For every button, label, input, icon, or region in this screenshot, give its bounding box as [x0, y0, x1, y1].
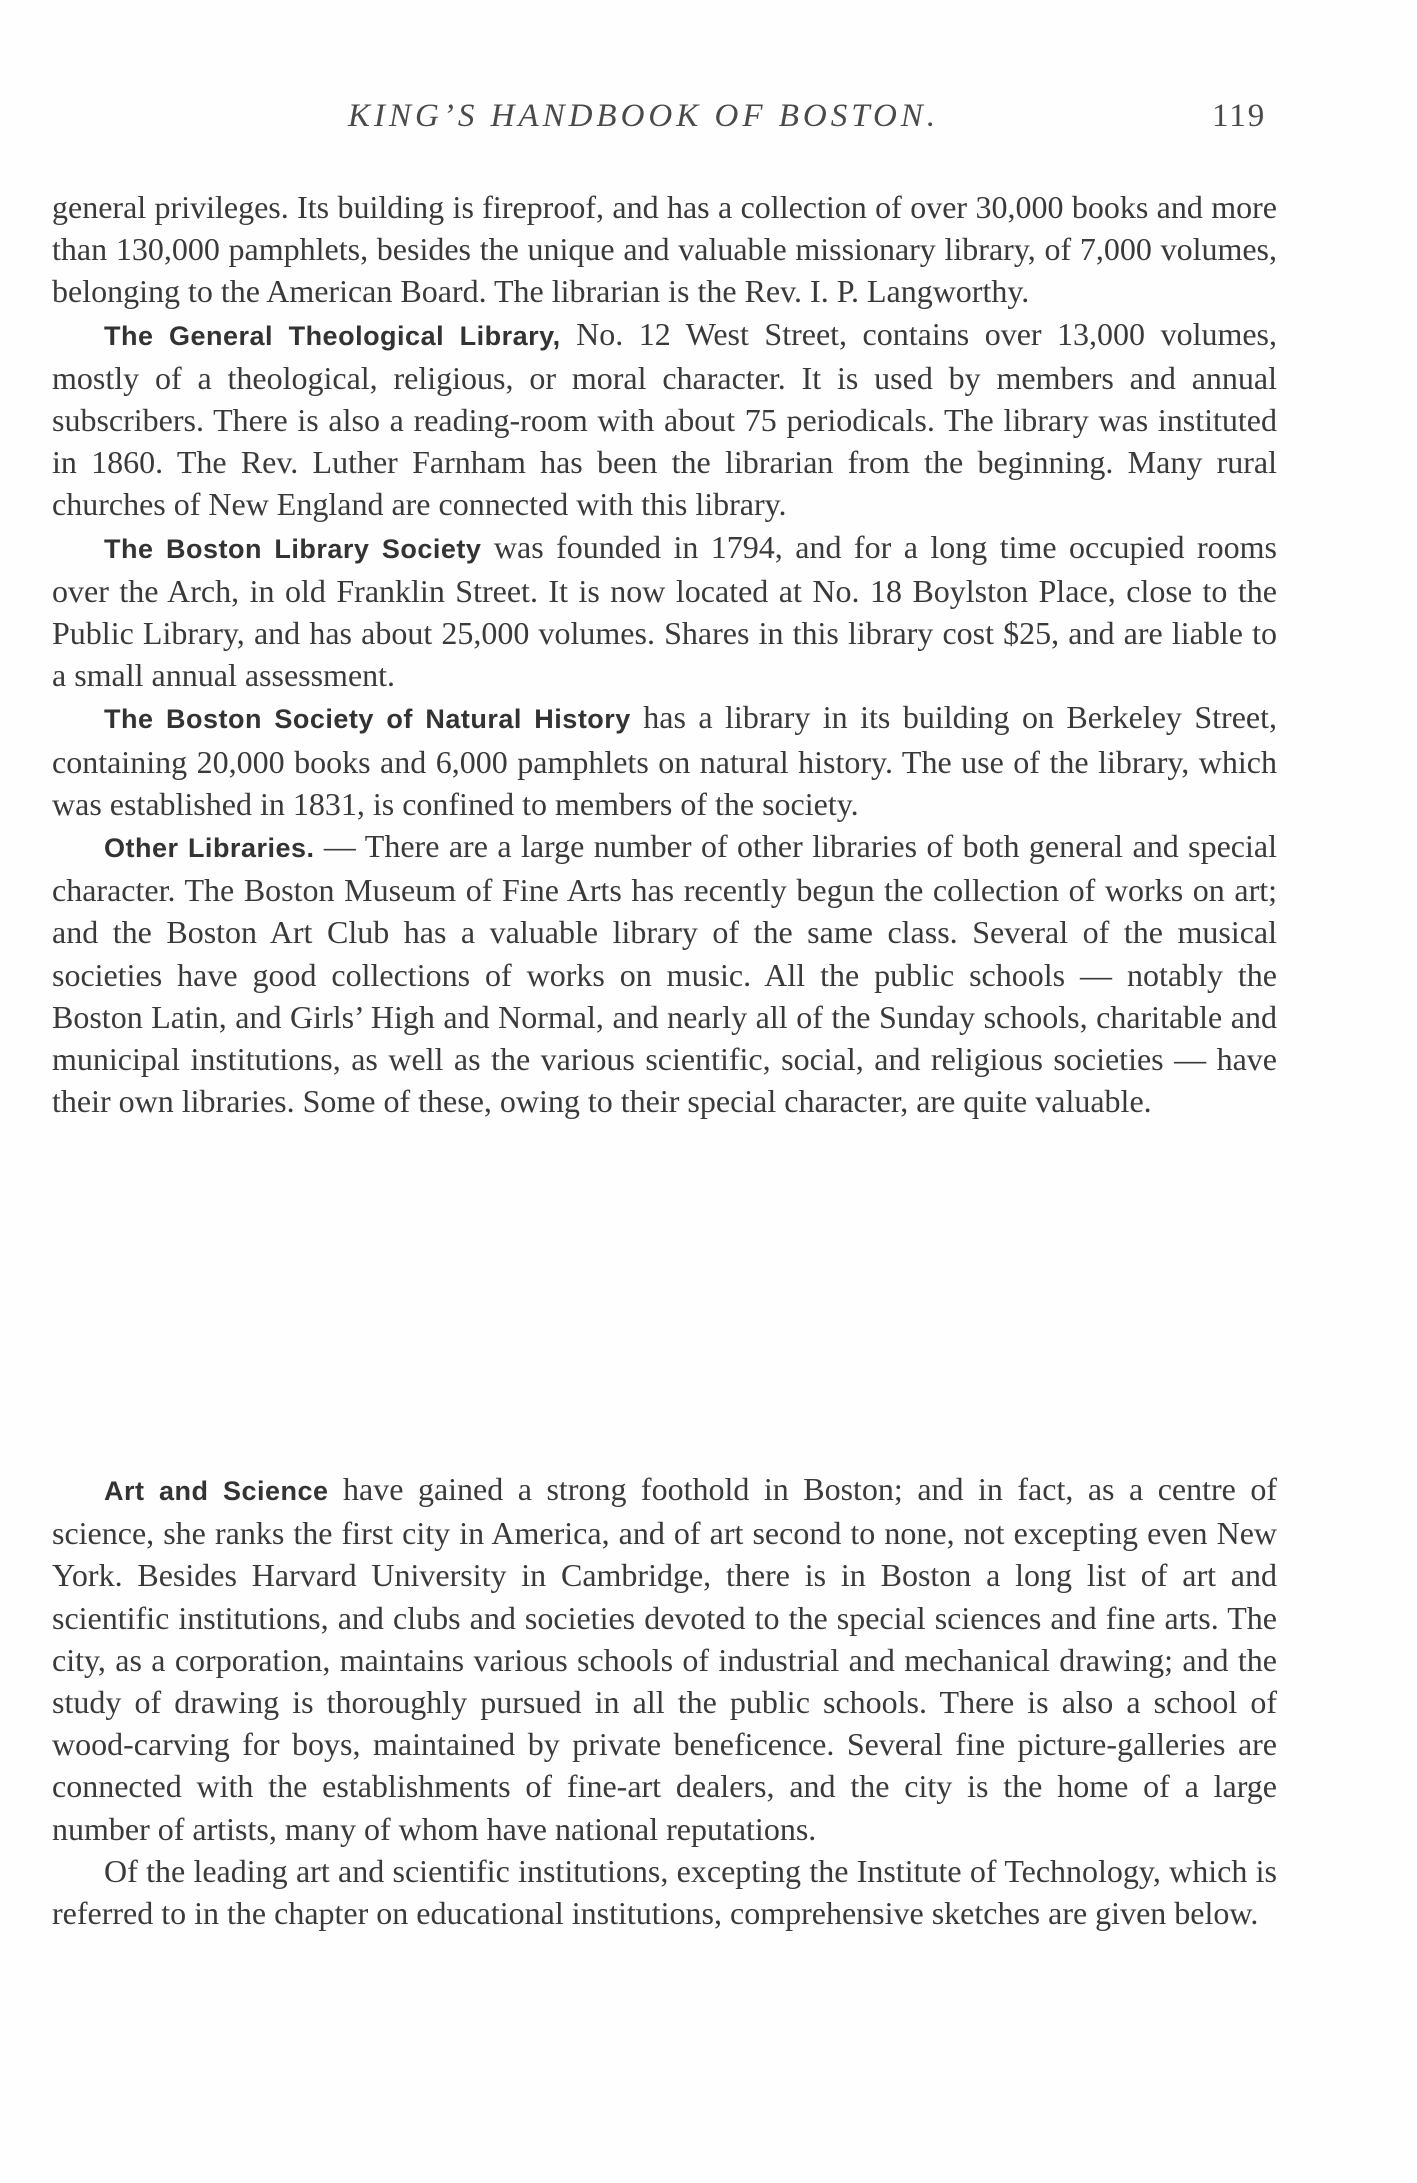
paragraph-general-theological-library	[52, 313, 1277, 526]
paragraph-lead: The General Theological Library,	[104, 320, 561, 351]
paragraph-leading-institutions	[52, 1850, 1277, 1934]
paragraph-lead: Other Libraries.	[104, 833, 315, 864]
paragraph-natural-history	[52, 696, 1277, 825]
paragraph-text: Of the leading art and scientific institutions, excepting the Institute of Technology, which is referred to in the chapter on educational institutions, comprehensive sketches are given below.	[52, 1852, 1277, 1932]
paragraph-lead: The Boston Society of Natural History	[104, 704, 631, 735]
page-number: 119	[1212, 98, 1267, 134]
paragraph-text: — There are a large number of other libraries of both general and special character. The Boston Museum of Fine Arts has recently begun the collection of works on art; and the Boston Art Club has a valuable library of the same class. Several of the musical societies have good collections of works on music. All the public schools — notably the Boston Latin, and Girls’ High and Normal, and nearly all of the Sunday schools, charitable and municipal institutions, as well as the various scientific, social, and religious societies — have their own libraries. Some of these, owing to their special character, are quite valuable.	[52, 828, 1277, 1120]
text-block-libraries	[52, 186, 1277, 1122]
paragraph-lead: Art and Science	[104, 1476, 329, 1506]
paragraph-other-libraries	[52, 825, 1277, 1122]
running-title: KING’S HANDBOOK OF BOSTON.	[348, 98, 940, 134]
text-block-art-and-science	[52, 1468, 1277, 1934]
paragraph-text: No. 12 West Street, contains over 13,000 volumes, mostly of a theological, religious, or moral character. It is used by members and annual subscribers. There is also a reading-room with about 75 periodicals. The library was instituted in 1860. The Rev. Luther Farnham has been the librarian from the beginning. Many rural churches of New England are connected with this library.	[52, 315, 1278, 523]
running-head	[0, 98, 1417, 158]
paragraph-text: was founded in 1794, and for a long time occupied rooms over the Arch, in old Franklin Street. It is now located at No. 18 Boylston Place, close to the Public Library, and has about 25,000 volumes. Shares in this library cost $25, and are liable to a small annual assessment.	[52, 528, 1277, 694]
paragraph-boston-library-society	[52, 526, 1277, 697]
paragraph-text: has a library in its building on Berkeley Street, containing 20,000 books and 6,000 pamphlets on natural history. The use of the library, which was established in 1831, is confined to members of the society.	[52, 699, 1277, 822]
paragraph-text: have gained a strong foothold in Boston; and in fact, as a centre of science, she ranks the first city in America, and of art second to none, not excepting even New York. Besides Harvard University in Cambridge, there is in Boston a long list of art and scientific institutions, and clubs and societies devoted to the special sciences and fine arts. The city, as a corporation, maintains various schools of industrial and mechanical drawing; and the study of drawing is thoroughly pursued in all the public schools. There is also a school of wood-carving for boys, maintained by private beneficence. Several fine picture-galleries are connected with the establishments of fine-art dealers, and the city is the home of a large number of artists, many of whom have national reputations.	[52, 1471, 1277, 1847]
paragraph-text: general privileges. Its building is fireproof, and has a collection of over 30,000 books and more than 130,000 pamphlets, besides the unique and valuable missionary library, of 7,000 volumes, belonging to the American Board. The librarian is the Rev. I. P. Langworthy.	[52, 189, 1277, 310]
paragraph-lead: The Boston Library Society	[104, 533, 482, 564]
paragraph-continued	[52, 186, 1277, 313]
paragraph-art-and-science	[52, 1468, 1277, 1850]
